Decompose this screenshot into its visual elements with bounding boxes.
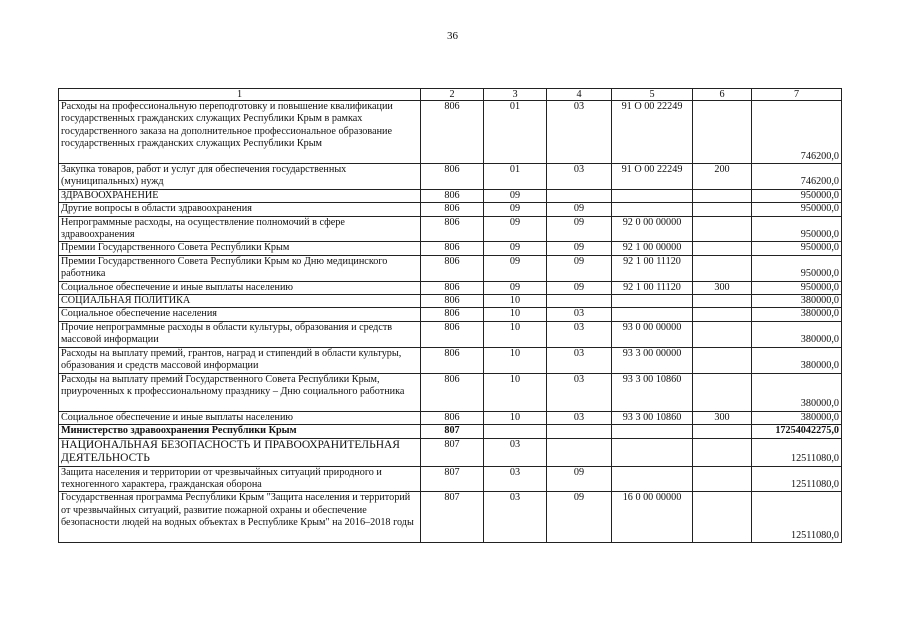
subsection-code-cell: 09 xyxy=(547,492,612,543)
section-code-cell: 10 xyxy=(484,308,547,321)
ministry-code-cell: 806 xyxy=(421,101,484,164)
target-article-cell: 16 0 00 00000 xyxy=(612,492,693,543)
amount-cell: 950000,0 xyxy=(752,255,842,281)
amount-cell: 950000,0 xyxy=(752,216,842,242)
subsection-code-cell: 03 xyxy=(547,164,612,190)
expense-type-cell: 300 xyxy=(693,411,752,424)
table-row xyxy=(59,347,842,373)
table-row xyxy=(59,466,842,492)
expense-type-cell xyxy=(693,373,752,411)
amount-cell: 950000,0 xyxy=(752,242,842,255)
section-code-cell: 09 xyxy=(484,255,547,281)
target-article-cell: 93 3 00 10860 xyxy=(612,373,693,411)
subsection-code-cell: 09 xyxy=(547,466,612,492)
ministry-code-cell: 806 xyxy=(421,242,484,255)
target-article-cell xyxy=(612,438,693,466)
target-article-cell: 93 3 00 10860 xyxy=(612,411,693,424)
amount-cell: 380000,0 xyxy=(752,295,842,308)
section-code-cell: 10 xyxy=(484,295,547,308)
ministry-code-cell: 807 xyxy=(421,466,484,492)
target-article-cell xyxy=(612,189,693,202)
expense-type-cell xyxy=(693,466,752,492)
amount-cell: 380000,0 xyxy=(752,373,842,411)
amount-cell: 12511080,0 xyxy=(752,438,842,466)
amount-cell: 950000,0 xyxy=(752,189,842,202)
section-code-cell: 09 xyxy=(484,203,547,216)
ministry-code-cell: 806 xyxy=(421,216,484,242)
section-code-cell: 03 xyxy=(484,492,547,543)
row-name-cell: Социальное обеспечение и иные выплаты населению xyxy=(59,411,421,424)
expense-type-cell xyxy=(693,255,752,281)
ministry-code-cell: 807 xyxy=(421,438,484,466)
amount-cell: 380000,0 xyxy=(752,411,842,424)
table-row xyxy=(59,438,842,466)
header-cell: 1 xyxy=(59,89,421,101)
subsection-code-cell: 03 xyxy=(547,347,612,373)
ministry-code-cell: 807 xyxy=(421,425,484,438)
row-name-cell: Прочие непрограммные расходы в области культуры, образования и средств массовой информации xyxy=(59,321,421,347)
ministry-code-cell: 806 xyxy=(421,295,484,308)
expense-type-cell xyxy=(693,295,752,308)
row-name-cell: Социальное обеспечение и иные выплаты населению xyxy=(59,281,421,294)
subsection-code-cell xyxy=(547,295,612,308)
table-header-row xyxy=(59,89,842,101)
section-code-cell: 01 xyxy=(484,164,547,190)
table-row xyxy=(59,321,842,347)
table-row xyxy=(59,164,842,190)
header-cell: 2 xyxy=(421,89,484,101)
subsection-code-cell: 03 xyxy=(547,373,612,411)
row-name-cell: Социальное обеспечение населения xyxy=(59,308,421,321)
subsection-code-cell: 09 xyxy=(547,216,612,242)
subsection-code-cell: 09 xyxy=(547,281,612,294)
ministry-code-cell: 806 xyxy=(421,411,484,424)
subsection-code-cell: 03 xyxy=(547,101,612,164)
header-cell: 7 xyxy=(752,89,842,101)
ministry-code-cell: 806 xyxy=(421,308,484,321)
row-name-cell: Министерство здравоохранения Республики Крым xyxy=(59,425,421,438)
ministry-code-cell: 806 xyxy=(421,203,484,216)
amount-cell: 380000,0 xyxy=(752,308,842,321)
expense-type-cell xyxy=(693,242,752,255)
row-name-cell: ЗДРАВООХРАНЕНИЕ xyxy=(59,189,421,202)
table-row xyxy=(59,308,842,321)
expense-type-cell xyxy=(693,189,752,202)
row-name-cell: НАЦИОНАЛЬНАЯ БЕЗОПАСНОСТЬ И ПРАВООХРАНИТЕЛЬНАЯ ДЕЯТЕЛЬНОСТЬ xyxy=(59,438,421,466)
section-code-cell: 10 xyxy=(484,321,547,347)
ministry-code-cell: 806 xyxy=(421,347,484,373)
row-name-cell: Закупка товаров, работ и услуг для обеспечения государственных (муниципальных) нужд xyxy=(59,164,421,190)
expense-type-cell xyxy=(693,438,752,466)
ministry-code-cell: 806 xyxy=(421,373,484,411)
row-name-cell: Другие вопросы в области здравоохранения xyxy=(59,203,421,216)
expense-type-cell xyxy=(693,101,752,164)
section-code-cell: 01 xyxy=(484,101,547,164)
table-row xyxy=(59,101,842,164)
amount-cell: 12511080,0 xyxy=(752,466,842,492)
table-row xyxy=(59,216,842,242)
expense-type-cell xyxy=(693,216,752,242)
section-code-cell: 09 xyxy=(484,189,547,202)
target-article-cell xyxy=(612,203,693,216)
table-row xyxy=(59,189,842,202)
expense-type-cell xyxy=(693,425,752,438)
amount-cell: 746200,0 xyxy=(752,164,842,190)
header-cell: 6 xyxy=(693,89,752,101)
row-name-cell: Защита населения и территории от чрезвычайных ситуаций природного и техногенного характера, гражданская оборона xyxy=(59,466,421,492)
row-name-cell: Премии Государственного Совета Республики Крым ко Дню медицинского работника xyxy=(59,255,421,281)
row-name-cell: Государственная программа Республики Крым "Защита населения и территорий от чрезвычайных ситуаций, развитие пожарной охраны и обеспечение безопасности людей на водных объектах в Республике Крым" на 2016–2018 годы xyxy=(59,492,421,543)
target-article-cell: 92 0 00 00000 xyxy=(612,216,693,242)
section-code-cell: 10 xyxy=(484,347,547,373)
expense-type-cell xyxy=(693,308,752,321)
expense-type-cell: 300 xyxy=(693,281,752,294)
table-row xyxy=(59,492,842,543)
budget-table xyxy=(58,88,842,543)
subsection-code-cell xyxy=(547,438,612,466)
table-row xyxy=(59,203,842,216)
subsection-code-cell: 09 xyxy=(547,255,612,281)
subsection-code-cell: 03 xyxy=(547,411,612,424)
expense-type-cell xyxy=(693,492,752,543)
amount-cell: 746200,0 xyxy=(752,101,842,164)
amount-cell: 380000,0 xyxy=(752,347,842,373)
ministry-code-cell: 806 xyxy=(421,281,484,294)
target-article-cell: 92 1 00 11120 xyxy=(612,255,693,281)
target-article-cell: 93 0 00 00000 xyxy=(612,321,693,347)
target-article-cell xyxy=(612,308,693,321)
header-cell: 4 xyxy=(547,89,612,101)
target-article-cell: 91 О 00 22249 xyxy=(612,164,693,190)
target-article-cell xyxy=(612,466,693,492)
row-name-cell: Премии Государственного Совета Республики Крым xyxy=(59,242,421,255)
ministry-code-cell: 806 xyxy=(421,189,484,202)
section-code-cell: 10 xyxy=(484,411,547,424)
section-code-cell: 03 xyxy=(484,438,547,466)
table-row xyxy=(59,281,842,294)
amount-cell: 12511080,0 xyxy=(752,492,842,543)
target-article-cell: 93 3 00 00000 xyxy=(612,347,693,373)
expense-type-cell xyxy=(693,321,752,347)
expense-type-cell xyxy=(693,203,752,216)
amount-cell: 950000,0 xyxy=(752,281,842,294)
ministry-code-cell: 806 xyxy=(421,164,484,190)
table-row xyxy=(59,295,842,308)
subsection-code-cell: 03 xyxy=(547,308,612,321)
section-code-cell: 09 xyxy=(484,281,547,294)
ministry-code-cell: 806 xyxy=(421,255,484,281)
subsection-code-cell: 09 xyxy=(547,203,612,216)
subsection-code-cell xyxy=(547,189,612,202)
amount-cell: 17254042275,0 xyxy=(752,425,842,438)
ministry-code-cell: 806 xyxy=(421,321,484,347)
page-number: 36 xyxy=(447,30,458,42)
target-article-cell xyxy=(612,425,693,438)
header-cell: 3 xyxy=(484,89,547,101)
section-code-cell: 09 xyxy=(484,216,547,242)
section-code-cell: 10 xyxy=(484,373,547,411)
header-cell: 5 xyxy=(612,89,693,101)
target-article-cell: 92 1 00 11120 xyxy=(612,281,693,294)
section-code-cell: 03 xyxy=(484,466,547,492)
section-code-cell: 09 xyxy=(484,242,547,255)
row-name-cell: Расходы на профессиональную переподготовку и повышение квалификации государственных гражданских служащих Республики Крым в рамках государственного заказа на дополнительное профессиональное образование государственных гражданских служащих Республики Крым xyxy=(59,101,421,164)
ministry-code-cell: 807 xyxy=(421,492,484,543)
amount-cell: 380000,0 xyxy=(752,321,842,347)
table-row xyxy=(59,255,842,281)
subsection-code-cell: 09 xyxy=(547,242,612,255)
row-name-cell: Непрограммные расходы, на осуществление полномочий в сфере здравоохранения xyxy=(59,216,421,242)
table-row xyxy=(59,425,842,438)
row-name-cell: Расходы на выплату премий, грантов, наград и стипендий в области культуры, образования и средств массовой информации xyxy=(59,347,421,373)
table-row xyxy=(59,242,842,255)
section-code-cell xyxy=(484,425,547,438)
subsection-code-cell: 03 xyxy=(547,321,612,347)
row-name-cell: Расходы на выплату премий Государственного Совета Республики Крым, приуроченных к профессиональному празднику – Дню социального работника xyxy=(59,373,421,411)
target-article-cell xyxy=(612,295,693,308)
target-article-cell: 91 О 00 22249 xyxy=(612,101,693,164)
row-name-cell: СОЦИАЛЬНАЯ ПОЛИТИКА xyxy=(59,295,421,308)
expense-type-cell: 200 xyxy=(693,164,752,190)
subsection-code-cell xyxy=(547,425,612,438)
target-article-cell: 92 1 00 00000 xyxy=(612,242,693,255)
table-row xyxy=(59,411,842,424)
table-row xyxy=(59,373,842,411)
amount-cell: 950000,0 xyxy=(752,203,842,216)
expense-type-cell xyxy=(693,347,752,373)
